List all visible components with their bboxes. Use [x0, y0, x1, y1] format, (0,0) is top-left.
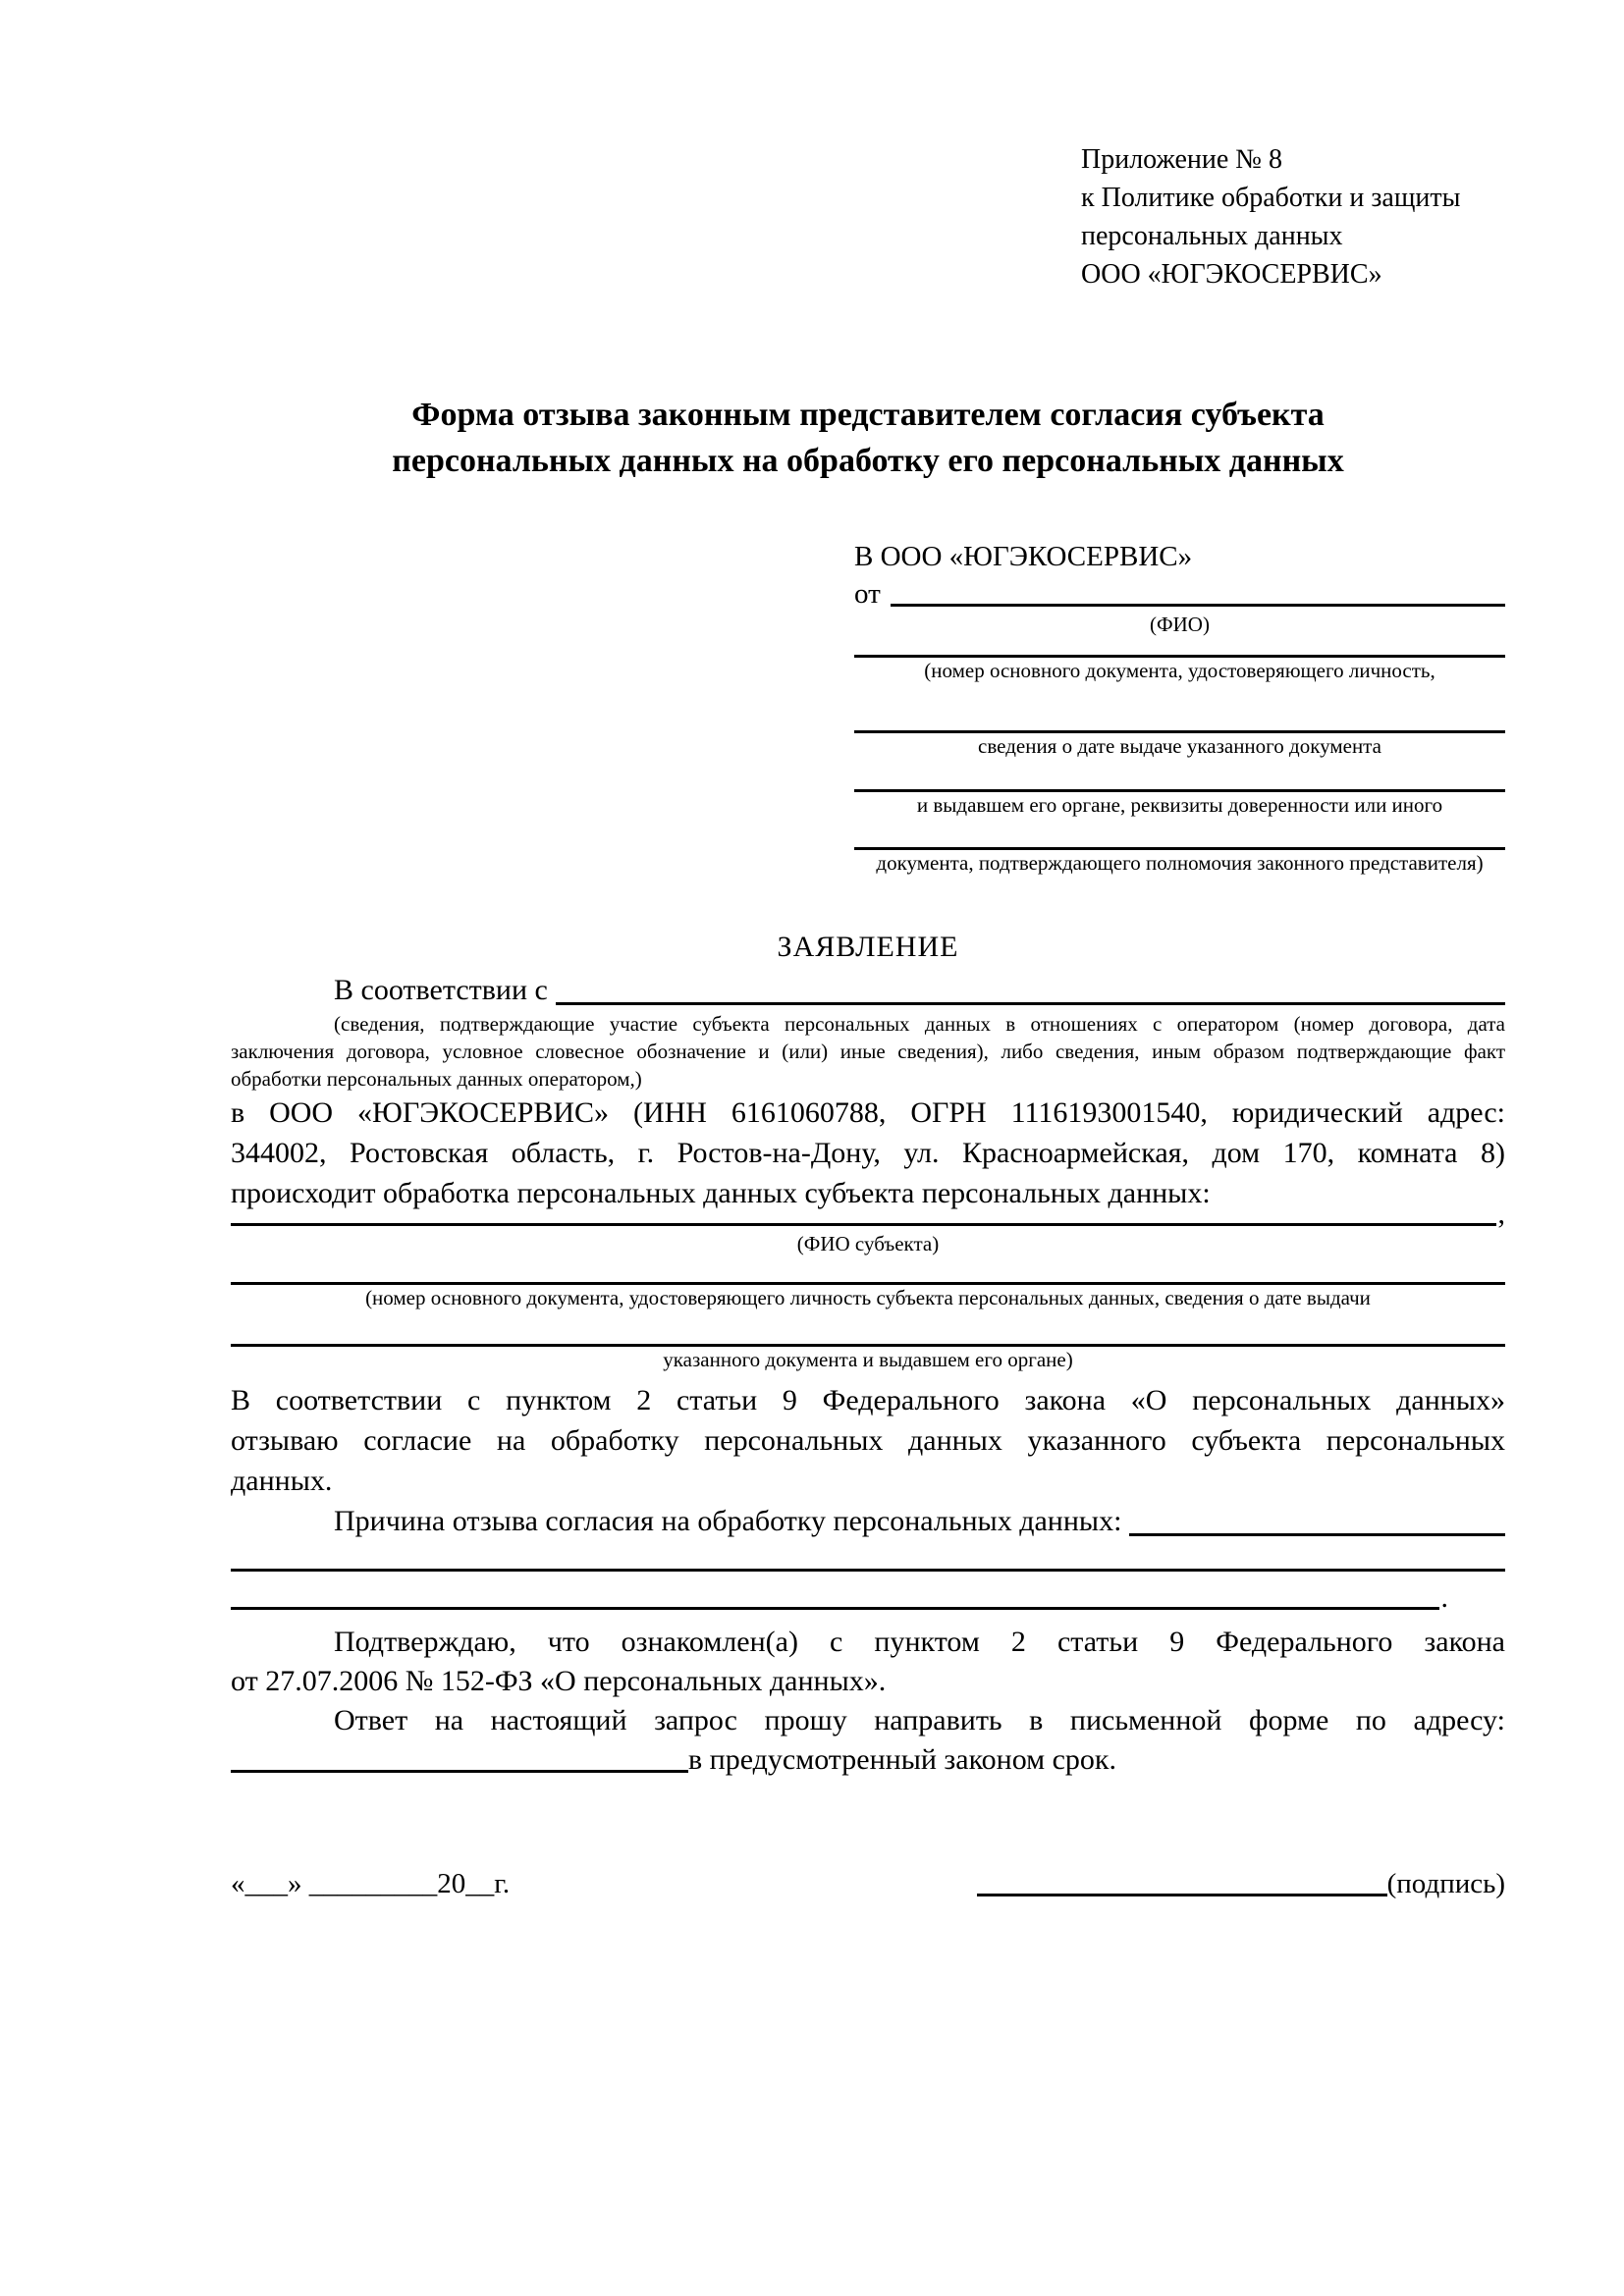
confirm-paragraph-line: от 27.07.2006 № 152-ФЗ «О персональных данных». [231, 1665, 887, 1697]
subject-fio-caption: (ФИО субъекта) [796, 1232, 940, 1255]
confirm-paragraph [231, 1623, 1505, 1701]
subject-doc-caption: указанного документа и выдавшем его органе) [663, 1348, 1073, 1371]
reason-input-line[interactable] [1129, 1533, 1505, 1536]
document-title-line: Форма отзыва законным представителем согласия субъекта [411, 397, 1325, 433]
withdrawal-paragraph-line: отзываю согласие на обработку персональных данных указанного субъекта персональных [231, 1424, 1505, 1457]
signature-group [977, 1864, 1505, 1903]
document-title [231, 392, 1505, 484]
intro-label: В соответствии с [334, 974, 548, 1006]
basis-caption-line: заключения договора, условное словесное обозначение и (или) иные сведения), либо сведения, иным образом подтверждающие факт [231, 1040, 1505, 1063]
representative-doc-caption: (номер основного документа, удостоверяющего личность, [924, 659, 1435, 682]
representative-doc-caption: документа, подтверждающего полномочия законного представителя) [876, 851, 1484, 875]
reply-suffix: в предусмотренный законом срок. [688, 1743, 1116, 1776]
appendix-block [1081, 140, 1505, 294]
addressee-org: В ООО «ЮГЭКОСЕРВИС» [854, 541, 1193, 572]
reason-row-end [231, 1572, 1448, 1615]
operator-paragraph-line: в ООО «ЮГЭКОСЕРВИС» (ИНН 6161060788, ОГРН 1116193001540, юридический адрес: [231, 1096, 1505, 1129]
withdrawal-paragraph-line: данных. [231, 1465, 333, 1497]
footer-row [231, 1864, 1505, 1903]
reason-row [231, 1501, 1505, 1541]
fio-caption: (ФИО) [1150, 613, 1210, 636]
reason-input-line-3[interactable] [231, 1607, 1439, 1610]
basis-input-line[interactable] [556, 1002, 1505, 1005]
basis-caption-line: обработки персональных данных оператором,) [231, 1067, 642, 1091]
withdrawal-paragraph-line: В соответствии с пунктом 2 статьи 9 Федерального закона «О персональных данных» [231, 1384, 1505, 1416]
document-title-line: персональных данных на обработку его персональных данных [392, 443, 1344, 479]
appendix-line: ООО «ЮГЭКОСЕРВИС» [1081, 259, 1382, 290]
withdrawal-paragraph [231, 1380, 1505, 1501]
subject-doc-caption: (номер основного документа, удостоверяющего личность субъекта персональных данных, сведения о дате выдачи [365, 1286, 1371, 1309]
appendix-line: к Политике обработки и защиты [1081, 183, 1461, 213]
operator-paragraph-line: происходит обработка персональных данных субъекта персональных данных: [231, 1177, 1211, 1209]
addressee-block [854, 537, 1505, 876]
appendix-line: персональных данных [1081, 221, 1343, 251]
signature-input-line[interactable] [977, 1894, 1387, 1896]
representative-doc-caption: сведения о дате выдаче указанного документа [978, 734, 1381, 758]
reply-paragraph-line: Ответ на настоящий запрос прошу направить в письменной форме по адресу: [334, 1704, 1505, 1736]
from-row [854, 576, 1505, 612]
basis-caption [231, 1010, 1505, 1093]
from-label: от [854, 578, 881, 610]
date-blank-label[interactable]: «___» _________20__г. [231, 1868, 511, 1899]
subject-fio-input-line[interactable] [231, 1223, 1496, 1226]
reply-address-input-line[interactable] [231, 1770, 688, 1773]
operator-paragraph-line: 344002, Ростовская область, г. Ростов-на-Дону, ул. Красноармейская, дом 170, комната 8) [231, 1137, 1505, 1169]
appendix-line: Приложение № 8 [1081, 144, 1282, 175]
representative-doc-caption: и выдавшем его органе, реквизиты доверенности или иного [916, 793, 1443, 817]
basis-caption-line: (сведения, подтверждающие участие субъекта персональных данных в отношениях с оператором (номер договора, дата [334, 1012, 1505, 1036]
representative-fio-input-line[interactable] [891, 604, 1505, 607]
statement-heading: ЗАЯВЛЕНИЕ [777, 931, 959, 963]
operator-paragraph [231, 1093, 1505, 1213]
reason-label: Причина отзыва согласия на обработку персональных данных: [334, 1505, 1122, 1537]
signature-caption: (подпись) [1386, 1868, 1505, 1899]
trailing-period: . [1440, 1581, 1448, 1614]
intro-row [231, 970, 1505, 1010]
reply-address-row [231, 1740, 1505, 1780]
trailing-comma: , [1497, 1198, 1505, 1230]
confirm-paragraph-line: Подтверждаю, что ознакомлен(а) с пунктом 2 статьи 9 Федерального закона [334, 1626, 1505, 1658]
